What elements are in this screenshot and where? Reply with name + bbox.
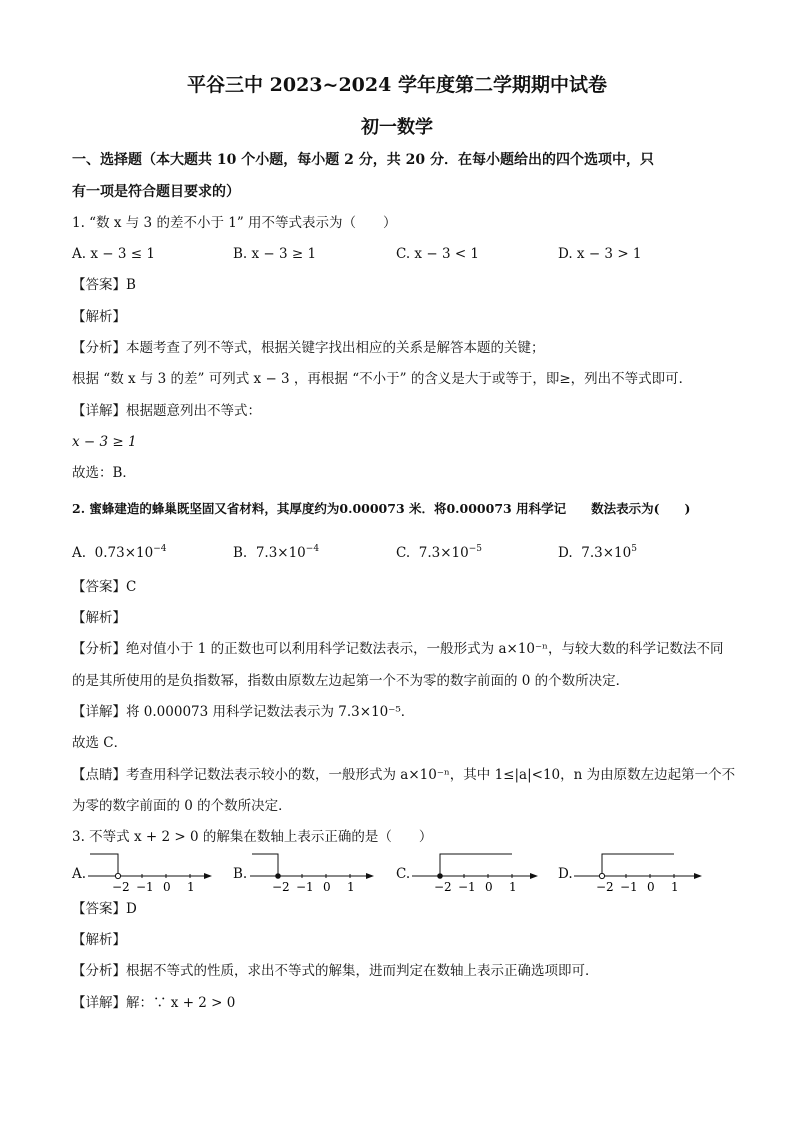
q3-c-tick-neg2: −2: [434, 880, 452, 894]
q2-choose: 故选 C．: [72, 735, 128, 751]
q1-answer: 【答案】B: [72, 277, 136, 293]
q3-d-tick-1: 1: [671, 880, 679, 894]
q3-jiexi: 【解析】: [72, 932, 126, 948]
q1-stem: 1. “数 x 与 3 的差不小于 1” 用不等式表示为（ ）: [72, 215, 397, 231]
q2-option-c-exp: −5: [468, 544, 482, 554]
q2-option-a-base: 0.73×10: [94, 545, 154, 561]
q3-option-d-label: D.: [558, 866, 573, 882]
q2-option-a-label: A.: [72, 545, 87, 561]
q3-option-b-label: B.: [233, 866, 248, 882]
q1-formula: x − 3 ≥ 1: [72, 434, 137, 450]
q3-analysis: 【分析】根据不等式的性质，求出不等式的解集，进而判定在数轴上表示正确选项即可．: [72, 963, 599, 979]
section-heading-line1: 一、选择题（本大题共 10 个小题，每小题 2 分，共 20 分．在每小题给出的四个选项中，只: [72, 152, 654, 168]
q1-analysis-line1: 【分析】本题考查了列不等式，根据关键字找出相应的关系是解答本题的关键；: [72, 340, 545, 356]
q2-option-a-exp: −4: [153, 544, 167, 554]
q1-choose: 故选：B．: [72, 465, 136, 481]
q3-option-c-label: C.: [396, 866, 411, 882]
q2-analysis-line1: 【分析】绝对值小于 1 的正数也可以利用科学记数法表示，一般形式为 a×10⁻ⁿ，与较大数的科学记数法不同: [72, 641, 724, 657]
section-heading-line2: 有一项是符合题目要求的）: [72, 184, 240, 200]
q2-option-d-label: D.: [558, 545, 573, 561]
q3-stem: 3. 不等式 x + 2 > 0 的解集在数轴上表示正确的是（ ）: [72, 829, 433, 845]
q3-d-tick-neg1: −1: [620, 880, 638, 894]
page-subtitle: 初一数学: [361, 117, 433, 138]
q2-option-d-exp: 5: [631, 544, 637, 554]
q3-c-tick-neg1: −1: [458, 880, 476, 894]
page-title: 平谷三中 2023~2024 学年度第二学期期中试卷: [187, 74, 607, 96]
q3-number-line-a: [86, 848, 214, 894]
q2-comment-line1: 【点睛】考查用科学记数法表示较小的数，一般形式为 a×10⁻ⁿ，其中 1≤|a|<10，n 为由原数左边起第一个不: [72, 767, 736, 783]
q3-d-tick-neg2: −2: [596, 880, 614, 894]
q1-analysis-line2: 根据 “数 x 与 3 的差” 可列式 x − 3 ，再根据 “不小于” 的含义是大于或等于，即≥，列出不等式即可．: [72, 371, 693, 387]
q1-option-c: C. x − 3 < 1: [396, 246, 480, 262]
q3-c-tick-1: 1: [509, 880, 517, 894]
q3-number-line-c: [410, 848, 540, 894]
q3-d-tick-0: 0: [647, 880, 655, 894]
q1-jiexi: 【解析】: [72, 309, 126, 325]
q2-option-c: [396, 540, 482, 562]
q3-a-tick-1: 1: [187, 880, 195, 894]
q3-c-tick-0: 0: [485, 880, 493, 894]
q2-option-b-label: B.: [233, 545, 248, 561]
q2-comment-line2: 为零的数字前面的 0 的个数所决定．: [72, 798, 292, 814]
q3-number-line-b: [248, 848, 376, 894]
q2-option-b-base: 7.3×10: [255, 545, 306, 561]
q3-b-tick-neg2: −2: [272, 880, 290, 894]
q1-option-a: A. x − 3 ≤ 1: [72, 246, 155, 262]
q3-option-a-label: A.: [72, 866, 87, 882]
q3-b-tick-0: 0: [323, 880, 331, 894]
q2-option-d: [558, 540, 637, 562]
q2-option-c-label: C.: [396, 545, 411, 561]
q1-detail: 【详解】根据题意列出不等式：: [72, 403, 261, 419]
q3-number-line-d: [572, 848, 704, 894]
q3-b-tick-neg1: −1: [296, 880, 314, 894]
q2-option-b: [233, 540, 319, 562]
q2-option-a: [72, 540, 166, 562]
q2-option-c-base: 7.3×10: [418, 545, 469, 561]
q2-option-d-base: 7.3×10: [581, 545, 632, 561]
q1-option-b: B. x − 3 ≥ 1: [233, 246, 317, 262]
q2-detail: 【详解】将 0.000073 用科学记数法表示为 7.3×10⁻⁵．: [72, 704, 415, 720]
q3-a-tick-neg2: −2: [112, 880, 130, 894]
q2-jiexi: 【解析】: [72, 610, 126, 626]
q2-analysis-line2: 的是其所使用的是负指数幂，指数由原数左边起第一个不为零的数字前面的 0 的个数所决定．: [72, 673, 630, 689]
q3-answer: 【答案】D: [72, 901, 137, 917]
q3-a-tick-0: 0: [163, 880, 171, 894]
q1-option-d: D. x − 3 > 1: [558, 246, 642, 262]
q2-option-b-exp: −4: [305, 544, 320, 554]
q3-a-tick-neg1: −1: [136, 880, 154, 894]
q2-stem: 2. 蜜蜂建造的蜂巢既坚固又省材料，其厚度约为0.000073 米．将0.000073 用科学记 数法表示为( ): [72, 501, 691, 516]
q3-b-tick-1: 1: [347, 880, 355, 894]
q2-answer: 【答案】C: [72, 579, 137, 595]
q3-detail: 【详解】解：∵ x + 2 > 0: [72, 995, 236, 1011]
